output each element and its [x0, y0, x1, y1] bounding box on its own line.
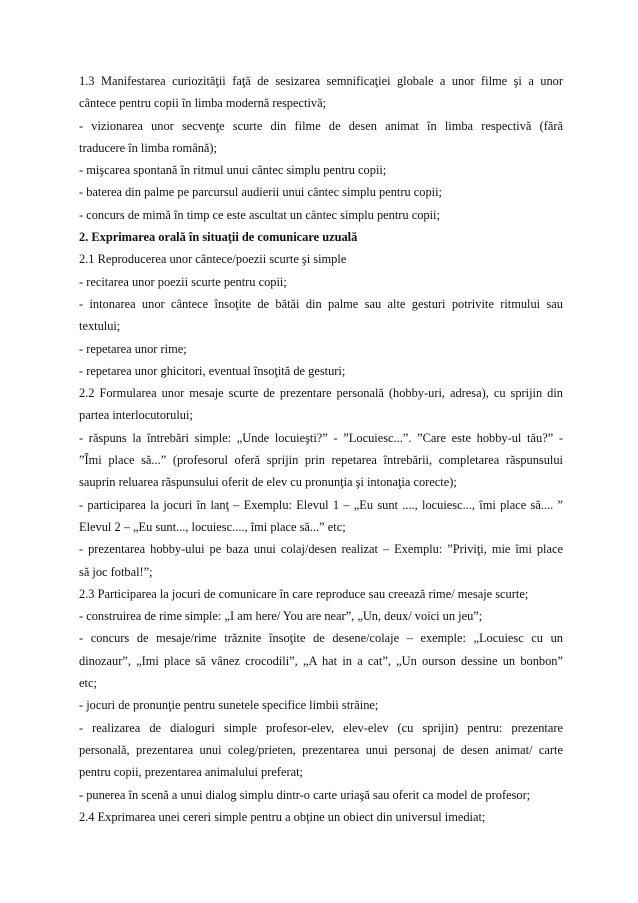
text-line: - realizarea de dialoguri simple profesor-elev, elev-elev (cu sprijin) pentru: prezentare: [79, 720, 563, 735]
text-line: - răspuns la întrebări simple: „Unde locuieşti?” - ”Locuiesc...”. ”Care este hobby-ul tău?” -: [79, 430, 563, 445]
text-line: 2.1 Reproducerea unor cântece/poezii scurte şi simple: [79, 252, 347, 267]
text-line: - vizionarea unor secvenţe scurte din filme de desen animat în limba respectivă (fără: [79, 118, 563, 133]
text-line: pentru copii, prezentarea animalului preferat;: [79, 765, 303, 780]
text-line: - recitarea unor poezii scurte pentru copii;: [79, 274, 287, 289]
text-line: cântece pentru copii în limba modernă respectivă;: [79, 96, 327, 111]
text-line: - intonarea unor cântece însoţite de bătăi din palme sau alte gesturi potrivite ritmului sau: [79, 296, 563, 311]
text-line: 1.3 Manifestarea curiozităţii faţă de sesizarea semnificaţiei globale a unor filme şi a unor: [79, 74, 563, 88]
text-line: să joc fotbal!”;: [79, 564, 153, 579]
document-page: [79, 70, 563, 828]
text-line: dinozaur”, „Imi place să vânez crocodili”, „A hat in a cat”, „Un ourson dessine un bonbon”: [79, 653, 563, 668]
text-line: textului;: [79, 319, 121, 334]
text-line: - participarea la jocuri în lanţ – Exemplu: Elevul 1 – „Eu sunt ...., locuiesc..., îmi place să.... ”: [79, 497, 563, 512]
text-line: 2.2 Formularea unor mesaje scurte de prezentare personală (hobby-uri, adresa), cu sprijin din: [79, 386, 563, 401]
text-line: - punerea în scenă a unui dialog simplu dintr-o carte uriaşă sau oferit ca model de profesor;: [79, 787, 531, 802]
text-line: - mişcarea spontană în ritmul unui cântec simplu pentru copii;: [79, 163, 387, 178]
text-line: ”Îmi place să...” (profesorul oferă sprijin prin repetarea întrebării, completarea răspunsului: [79, 453, 563, 468]
text-line: partea interlocutorului;: [79, 408, 193, 423]
text-line: 2.3 Participarea la jocuri de comunicare în care reproduce sau creează rime/ mesaje scurte;: [79, 586, 529, 601]
text-line: sauprin reluarea răspunsului oferit de elev cu pronunţia şi intonaţia corecte);: [79, 475, 457, 490]
text-line: 2.4 Exprimarea unei cereri simple pentru a obţine un obiect din universul imediat;: [79, 809, 486, 824]
text-line: - repetarea unor ghicitori, eventual însoţită de gesturi;: [79, 363, 346, 378]
text-line: Elevul 2 – „Eu sunt..., locuiesc...., îmi place să...” etc;: [79, 519, 346, 534]
text-line: - jocuri de pronunţie pentru sunetele specifice limbii străine;: [79, 698, 379, 713]
text-line: - prezentarea hobby-ului pe baza unui colaj/desen realizat – Exemplu: ”Priviţi, mie îmi place: [79, 542, 563, 557]
text-line: - baterea din palme pe parcursul audierii unui cântec simplu pentru copii;: [79, 185, 442, 200]
text-line: - concurs de mesaje/rime trăznite însoţite de desene/colaje – exemple: „Locuiesc cu un: [79, 631, 563, 646]
text-line: - repetarea unor rime;: [79, 341, 187, 356]
text-line: etc;: [79, 676, 97, 691]
text-line: - concurs de mimă în timp ce este ascultat un cântec simplu pentru copii;: [79, 207, 440, 222]
text-line: personală, prezentarea unui coleg/prieten, prezentarea unui personaj de desen animat/ carte: [79, 742, 563, 757]
text-line: - construirea de rime simple: „I am here/ You are near”, „Un, deux/ voici un jeu”;: [79, 609, 483, 624]
section-heading: 2. Exprimarea orală în situaţii de comunicare uzuală: [79, 230, 358, 245]
text-line: traducere în limba română);: [79, 140, 217, 155]
